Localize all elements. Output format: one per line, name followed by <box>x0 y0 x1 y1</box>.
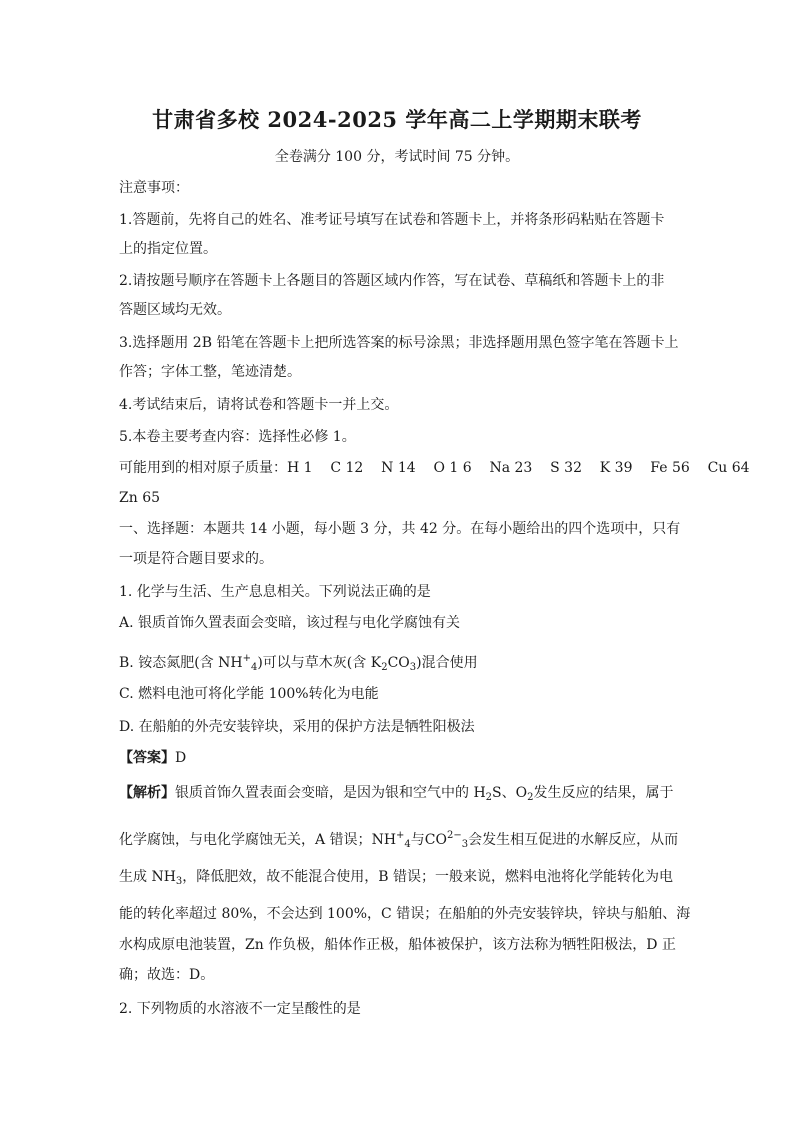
option-b-text-3: )混合使用 <box>416 655 478 671</box>
atomic-masses-line-2: Zn 65 <box>119 490 161 506</box>
explanation-line-1 <box>119 783 679 808</box>
note-3-line-2: 作答；字体工整，笔迹清楚。 <box>119 364 301 380</box>
ammonium-subscript: 4 <box>250 662 258 673</box>
carbonate-charge: 2− <box>447 830 462 841</box>
note-2-line-2: 答题区域均无效。 <box>119 302 231 318</box>
explanation-label: 【解析】 <box>119 785 175 801</box>
explanation-text: ，降低肥效，故不能混合使用，B 错误；一般来说，燃料电池将化学能转化为电 <box>182 869 674 885</box>
s-symbol: S <box>492 785 502 801</box>
notes-heading: 注意事项： <box>119 180 189 196</box>
answer-label: 【答案】 <box>119 750 175 766</box>
k-symbol: K <box>370 655 382 671</box>
question-2-stem: 2. 下列物质的水溶液不一定呈酸性的是 <box>119 1001 361 1017</box>
h-symbol: H <box>473 785 486 801</box>
explanation-text: 会发生相互促进的水解反应，从而 <box>468 832 679 848</box>
note-5: 5.本卷主要考查内容：选择性必修 1。 <box>119 429 356 445</box>
o2-formula <box>516 785 534 801</box>
question-1-option-a: A. 银质首饰久置表面会变暗，该过程与电化学腐蚀有关 <box>119 615 461 631</box>
explanation-text: 生成 <box>119 869 152 885</box>
explanation-line-6: 确；故选：D。 <box>119 967 215 983</box>
exam-info: 全卷满分 100 分，考试时间 75 分钟。 <box>274 149 520 165</box>
option-b-text-1: B. 铵态氮肥(含 <box>119 655 219 671</box>
explanation-text: 与 <box>410 832 425 848</box>
explanation-line-4: 能的转化率超过 80%，不会达到 100%，C 错误；在船舶的外壳安装锌块，锌块与船舶、海 <box>119 906 691 922</box>
co-symbol: CO <box>387 655 410 671</box>
co-symbol: CO <box>424 832 447 848</box>
k-subscript: 2 <box>381 662 388 673</box>
ammonium-charge: + <box>396 830 405 841</box>
note-1-line-2: 上的指定位置。 <box>119 241 217 257</box>
co-subscript: 3 <box>461 839 469 850</box>
ammonium-formula <box>372 832 411 848</box>
note-1-line-1: 1.答题前，先将自己的姓名、准考证号填写在试卷和答题卡上，并将条形码粘贴在答题卡 <box>119 212 665 228</box>
nh-symbol: NH <box>151 869 176 885</box>
potassium-carbonate-formula <box>371 655 416 671</box>
note-3-line-1: 3.选择题用 2B 铅笔在答题卡上把所选答案的标号涂黑；非选择题用黑色签字笔在答题卡上 <box>119 335 679 351</box>
nh3-subscript: 3 <box>175 876 183 887</box>
answer-value: D <box>175 750 187 766</box>
carbonate-formula <box>425 832 468 848</box>
h2s-formula <box>473 785 501 801</box>
h-subscript: 2 <box>485 792 493 803</box>
explanation-line-3 <box>119 867 679 892</box>
page-title: 甘肃省多校 2024-2025 学年高二上学期期末联考 <box>152 107 642 132</box>
question-1-answer <box>119 748 679 768</box>
nh3-formula <box>151 869 182 885</box>
explanation-text: 发生反应的结果，属于 <box>533 785 674 801</box>
question-1-stem: 1. 化学与生活、生产息息相关。下列说法正确的是 <box>119 584 431 600</box>
ammonium-formula <box>218 655 257 671</box>
explanation-line-5: 水构成原电池装置，Zn 作负极，船体作正极，船体被保护，该方法称为牺牲阳极法，D 正 <box>119 937 676 953</box>
question-1-option-c: C. 燃料电池可将化学能 100%转化为电能 <box>119 686 379 702</box>
question-1-option-b <box>119 649 679 678</box>
explanation-text: 银质首饰久置表面会变暗，是因为银和空气中的 <box>175 785 474 801</box>
co-subscript: 3 <box>409 662 417 673</box>
option-b-text-2: )可以与草木灰(含 <box>257 655 371 671</box>
explanation-text: 化学腐蚀，与电化学腐蚀无关，A 错误； <box>119 832 372 848</box>
note-4: 4.考试结束后，请将试卷和答题卡一并上交。 <box>119 397 399 413</box>
ammonium-base: NH <box>218 655 243 671</box>
o-subscript: 2 <box>527 792 534 803</box>
atomic-masses-line-1: 可能用到的相对原子质量：H 1 C 12 N 14 O 1 6 Na 23 S 32 K 39 Fe 56 Cu 64 <box>119 460 750 476</box>
explanation-line-2 <box>119 826 679 855</box>
question-1-option-d: D. 在船舶的外壳安装锌块，采用的保护方法是牺牲阳极法 <box>119 719 475 735</box>
ammonium-base: NH <box>371 832 397 848</box>
section-1-heading-line-2: 一项是符合题目要求的。 <box>119 551 273 567</box>
section-1-heading-line-1: 一、选择题：本题共 14 小题，每小题 3 分，共 42 分。在每小题给出的四个选项中，只有 <box>119 521 681 537</box>
ammonium-charge: + <box>242 653 251 664</box>
note-2-line-1: 2.请按题号顺序在答题卡上各题目的答题区域内作答，写在试卷、草稿纸和答题卡上的非 <box>119 273 665 289</box>
separator: 、 <box>501 785 516 801</box>
ammonium-subscript: 4 <box>404 839 411 850</box>
o-symbol: O <box>515 785 528 801</box>
